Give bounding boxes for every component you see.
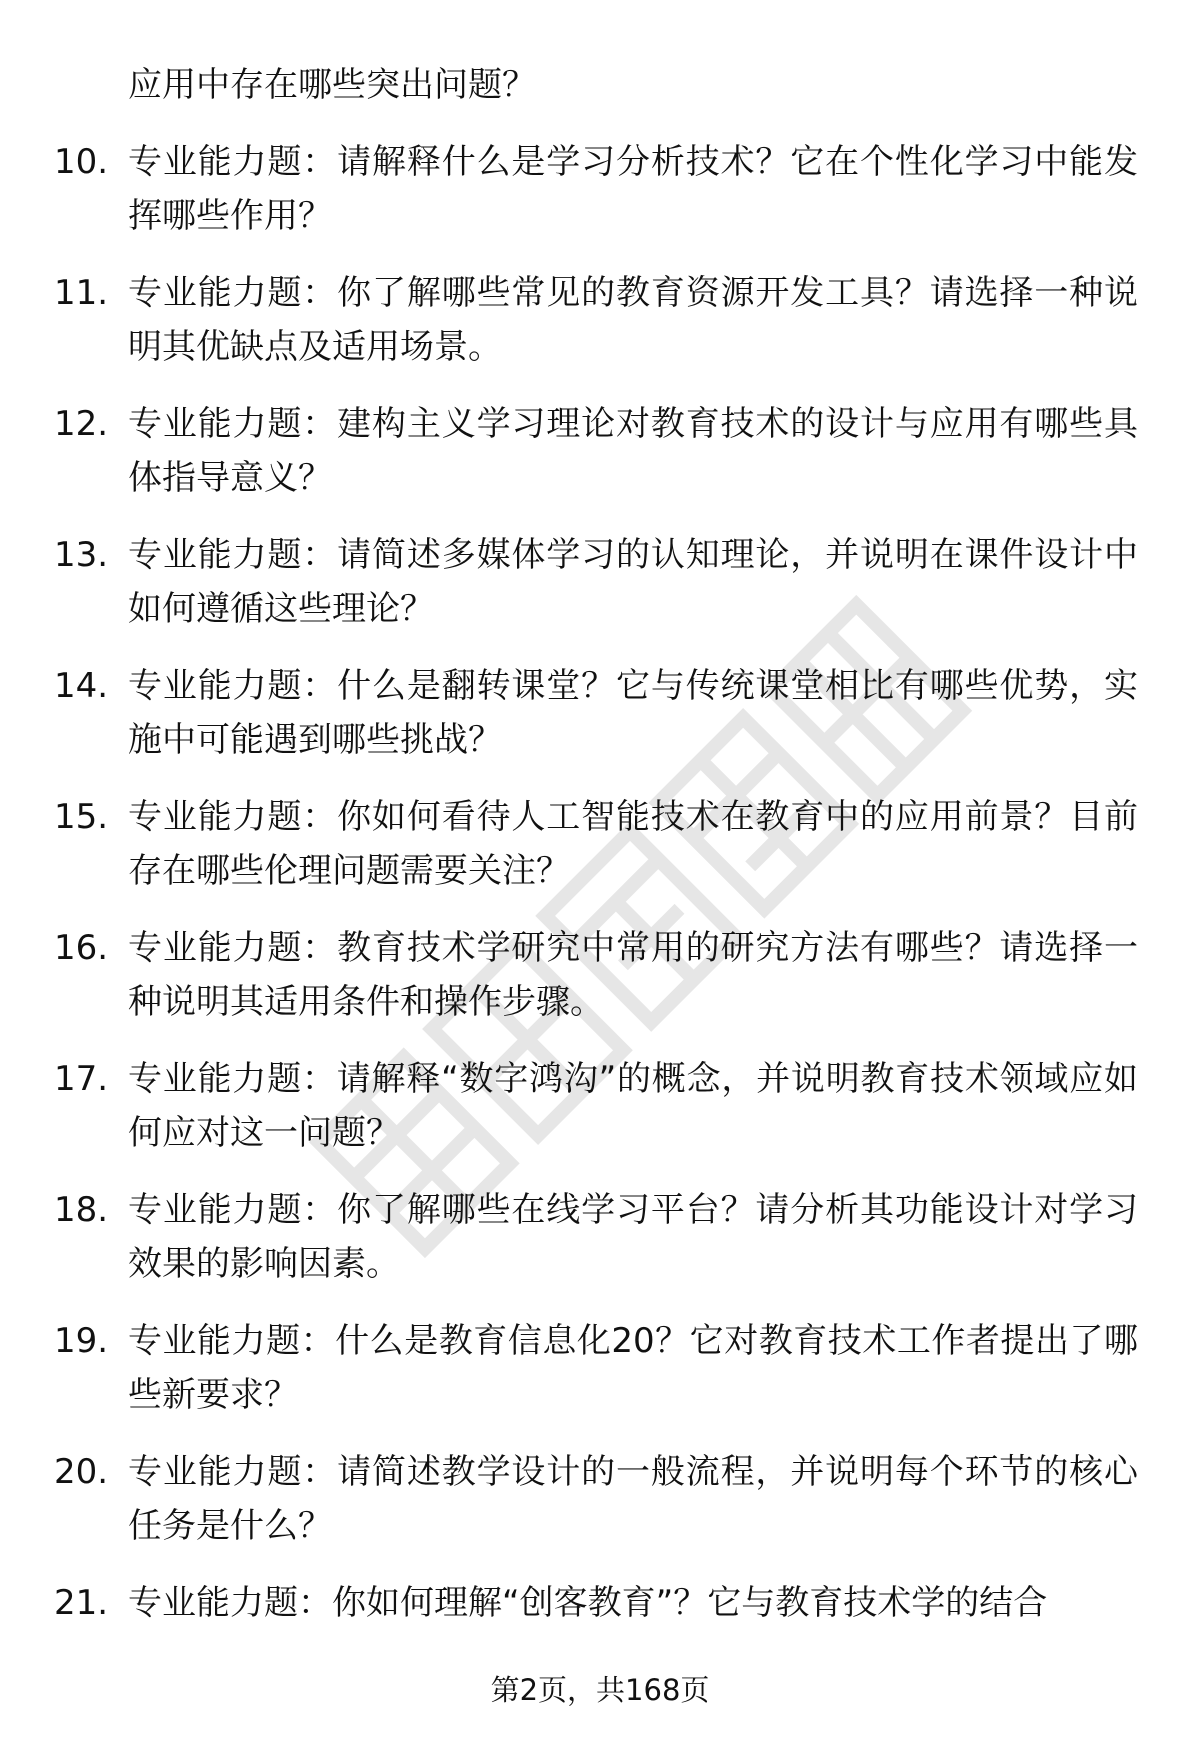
question-number: 10. — [54, 142, 109, 182]
question-text: 专业能力题：你了解哪些常见的教育资源开发工具？请选择一种说明其优缺点及适用场景。 — [128, 273, 1138, 367]
question-item — [0, 266, 1200, 397]
question-number: 15. — [54, 797, 109, 837]
question-list — [0, 135, 1200, 1707]
question-text: 专业能力题：请简述多媒体学习的认知理论，并说明在课件设计中如何遵循这些理论？ — [128, 535, 1138, 629]
question-text: 专业能力题：你了解哪些在线学习平台？请分析其功能设计对学习效果的影响因素。 — [128, 1190, 1138, 1284]
question-text: 专业能力题：建构主义学习理论对教育技术的设计与应用有哪些具体指导意义？ — [128, 404, 1138, 498]
question-number: 13. — [54, 535, 109, 575]
question-item — [0, 1445, 1200, 1576]
question-text: 专业能力题：什么是翻转课堂？它与传统课堂相比有哪些优势，实施中可能遇到哪些挑战？ — [128, 666, 1138, 760]
question-text: 专业能力题：请解释什么是学习分析技术？它在个性化学习中能发挥哪些作用？ — [128, 142, 1138, 236]
question-text: 专业能力题：请解释“数字鸿沟”的概念，并说明教育技术领域应如何应对这一问题？ — [128, 1059, 1138, 1153]
question-item — [0, 1314, 1200, 1445]
question-item — [0, 1052, 1200, 1183]
page-footer: 第2页，共168页 — [490, 1673, 710, 1707]
question-item — [0, 528, 1200, 659]
question-text: 专业能力题：教育技术学研究中常用的研究方法有哪些？请选择一种说明其适用条件和操作步骤。 — [128, 928, 1138, 1022]
question-item — [0, 1183, 1200, 1314]
question-number: 14. — [54, 666, 109, 706]
question-number: 18. — [54, 1190, 109, 1230]
question-text: 专业能力题：你如何理解“创客教育”？它与教育技术学的结合 — [128, 1583, 1048, 1623]
question-number: 11. — [54, 273, 109, 313]
question-text: 专业能力题：你如何看待人工智能技术在教育中的应用前景？目前存在哪些伦理问题需要关注？ — [128, 797, 1138, 891]
question-item — [0, 135, 1200, 266]
question-number: 12. — [54, 404, 109, 444]
question-item — [0, 659, 1200, 790]
question-item — [0, 397, 1200, 528]
question-text: 专业能力题：什么是教育信息化20？它对教育技术工作者提出了哪些新要求？ — [128, 1321, 1138, 1415]
question-number: 19. — [54, 1321, 109, 1361]
question-number: 21. — [54, 1583, 109, 1623]
question-item — [0, 790, 1200, 921]
question-number: 20. — [54, 1452, 109, 1492]
question-text: 专业能力题：请简述教学设计的一般流程，并说明每个环节的核心任务是什么？ — [128, 1452, 1138, 1546]
continuation-text: 应用中存在哪些突出问题？ — [128, 65, 536, 105]
question-number: 16. — [54, 928, 109, 968]
question-number: 17. — [54, 1059, 109, 1099]
question-item — [0, 921, 1200, 1052]
